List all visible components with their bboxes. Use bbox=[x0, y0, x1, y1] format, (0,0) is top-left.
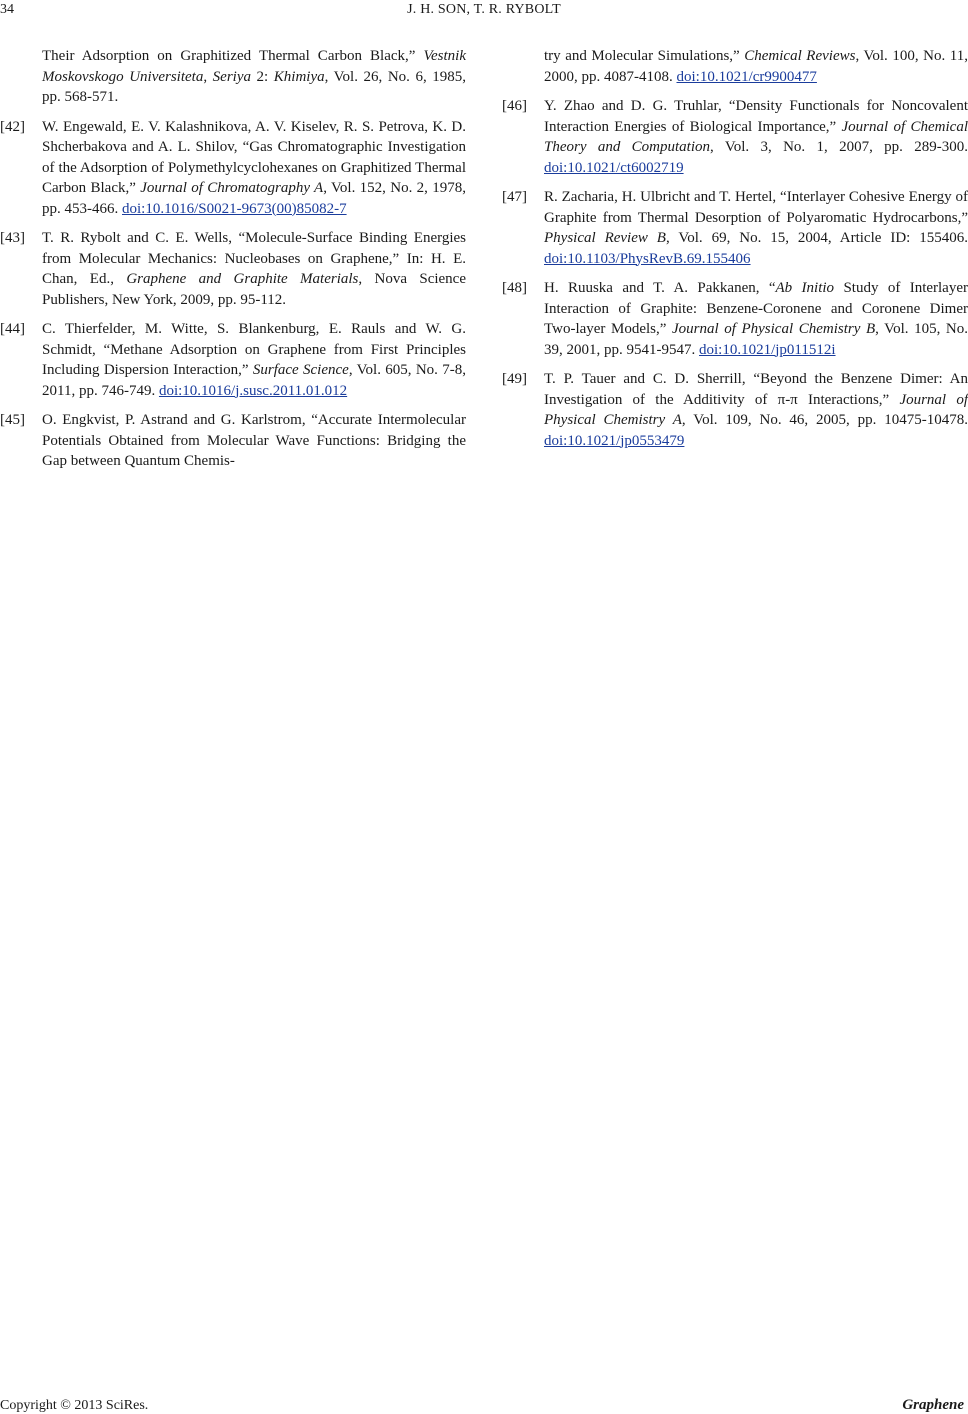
running-head: J. H. SON, T. R. RYBOLT bbox=[407, 2, 561, 17]
doi-link[interactable]: doi:10.1016/j.susc.2011.01.012 bbox=[158, 382, 348, 399]
ref-text: H. Ruuska and T. A. Pakkanen, “ bbox=[544, 280, 776, 296]
journal-title: Graphene and Graphite Materials bbox=[126, 271, 359, 287]
reference-item-46 bbox=[502, 96, 968, 178]
reference-number: [44] bbox=[0, 321, 25, 337]
reference-number: [47] bbox=[502, 189, 527, 205]
journal-title: Journal of Physical Chemistry B bbox=[672, 321, 876, 337]
ref-text: , Nova Science Publishers, New York, 2009, pp. 95-112. bbox=[42, 271, 466, 308]
reference-continuation bbox=[42, 46, 466, 108]
journal-name: Graphene bbox=[902, 1397, 964, 1413]
ref-text: , Vol. 26, No. 6, 1985, pp. 568-571. bbox=[42, 68, 467, 105]
journal-title: Chemical Reviews bbox=[744, 48, 856, 64]
ref-text: W. Engewald, E. V. Kalashnikova, A. V. Kiselev, R. S. Petrova, K. D. Shcherbakova and A. L. Shilov, “Gas Chromatographic Investigation of the Adsorption of Polymethylcyclohexanes on Graphitized Thermal Carbon Black,” bbox=[42, 118, 466, 196]
ref-text: T. P. Tauer and C. D. Sherrill, “Beyond the Benzene Dimer: An Investigation of the Additivity of π-π Interactions,” bbox=[544, 371, 968, 408]
reference-item-45 bbox=[0, 410, 466, 472]
reference-number: [48] bbox=[502, 280, 527, 296]
ref-text: Their Adsorption on Graphitized Thermal Carbon Black,” bbox=[42, 48, 416, 64]
doi-link[interactable]: doi:10.1016/S0021-9673(00)85082-7 bbox=[122, 200, 347, 217]
reference-item-49 bbox=[502, 369, 968, 451]
reference-item-42 bbox=[0, 117, 466, 220]
ref-text: Y. Zhao and D. G. Truhlar, “Density Functionals for Noncovalent Interaction Energies of Biological Importance,” bbox=[544, 98, 968, 135]
reference-number: [42] bbox=[0, 118, 25, 135]
journal-title: Vestnik Moskovskogo Universiteta bbox=[42, 48, 466, 85]
page-number: 34 bbox=[0, 2, 14, 17]
copyright-notice: Copyright © 2013 SciRes. bbox=[0, 1398, 149, 1413]
ref-text: T. R. Rybolt and C. E. Wells, “Molecule-Surface Binding Energies from Molecular Mechanics: Nucleobases on Graphene,” In: H. E. Chan, Ed., bbox=[42, 230, 466, 287]
ref-text: , Vol. 605, No. 7-8, 2011, pp. 746-749. bbox=[42, 362, 467, 399]
reference-item-44 bbox=[0, 319, 467, 401]
journal-title: Journal of Chromatography A bbox=[140, 180, 324, 196]
journal-title: Journal of Chemical Theory and Computation bbox=[544, 118, 968, 155]
reference-number: [49] bbox=[502, 371, 527, 387]
journal-title: Physical Review B bbox=[544, 230, 666, 246]
doi-link[interactable]: doi:10.1021/cr9900477 bbox=[676, 68, 817, 85]
italic-phrase: Ab Initio bbox=[775, 280, 835, 296]
reference-number: [46] bbox=[502, 98, 527, 114]
left-column bbox=[0, 46, 467, 481]
right-column bbox=[502, 46, 968, 460]
reference-item-48 bbox=[502, 278, 968, 360]
ref-text: Study of Interlayer Interaction of Graphite: Benzene-Coronene and Coronene Dimer Two-layer Models,” bbox=[544, 280, 968, 337]
ref-text: C. Thierfelder, M. Witte, S. Blankenburg, E. Rauls and W. G. Schmidt, “Methane Adsorption on Graphene from First Principles Including Dispersion Interaction,” bbox=[42, 321, 466, 378]
ref-text: 2: bbox=[251, 68, 274, 85]
ref-text: try and Molecular Simulations,” bbox=[544, 48, 745, 64]
ref-text: R. Zacharia, H. Ulbricht and T. Hertel, “Interlayer Cohesive Energy of Graphite from Thermal Desorption of Polyaromatic Hydrocarbons,” bbox=[544, 189, 968, 226]
journal-title: Seriya bbox=[212, 68, 251, 85]
doi-link[interactable]: doi:10.1021/jp0553479 bbox=[544, 432, 685, 449]
doi-link[interactable]: doi:10.1021/ct6002719 bbox=[544, 159, 684, 176]
journal-title: Surface Science bbox=[252, 362, 349, 378]
ref-text: , Vol. 3, No. 1, 2007, pp. 289-300. bbox=[710, 139, 968, 155]
journal-title: Journal of Physical Chemistry A bbox=[544, 391, 968, 428]
ref-text: , bbox=[203, 68, 213, 85]
ref-text: O. Engkvist, P. Astrand and G. Karlstrom, “Accurate Intermolecular Potentials Obtained from Molecular Wave Functions: Bridging the Gap between Quantum Chemis- bbox=[42, 412, 466, 469]
reference-item-43 bbox=[0, 228, 466, 310]
reference-item-47 bbox=[502, 187, 968, 269]
doi-link[interactable]: doi:10.1103/PhysRevB.69.155406 bbox=[544, 250, 751, 267]
ref-text: , Vol. 152, No. 2, 1978, pp. 453-466. bbox=[42, 180, 466, 217]
reference-number: [43] bbox=[0, 230, 25, 246]
ref-text: , Vol. 69, No. 15, 2004, Article ID: 155406. bbox=[665, 230, 968, 246]
ref-text: , Vol. 109, No. 46, 2005, pp. 10475-10478. bbox=[681, 412, 968, 428]
reference-number: [45] bbox=[0, 412, 25, 428]
reference-continuation bbox=[544, 46, 968, 87]
journal-title: Khimiya bbox=[273, 68, 325, 85]
ref-text: , Vol. 105, No. 39, 2001, pp. 9541-9547. bbox=[544, 321, 968, 358]
ref-text: , Vol. 100, No. 11, 2000, pp. 4087-4108. bbox=[544, 48, 968, 85]
doi-link[interactable]: doi:10.1021/jp011512i bbox=[699, 341, 836, 358]
